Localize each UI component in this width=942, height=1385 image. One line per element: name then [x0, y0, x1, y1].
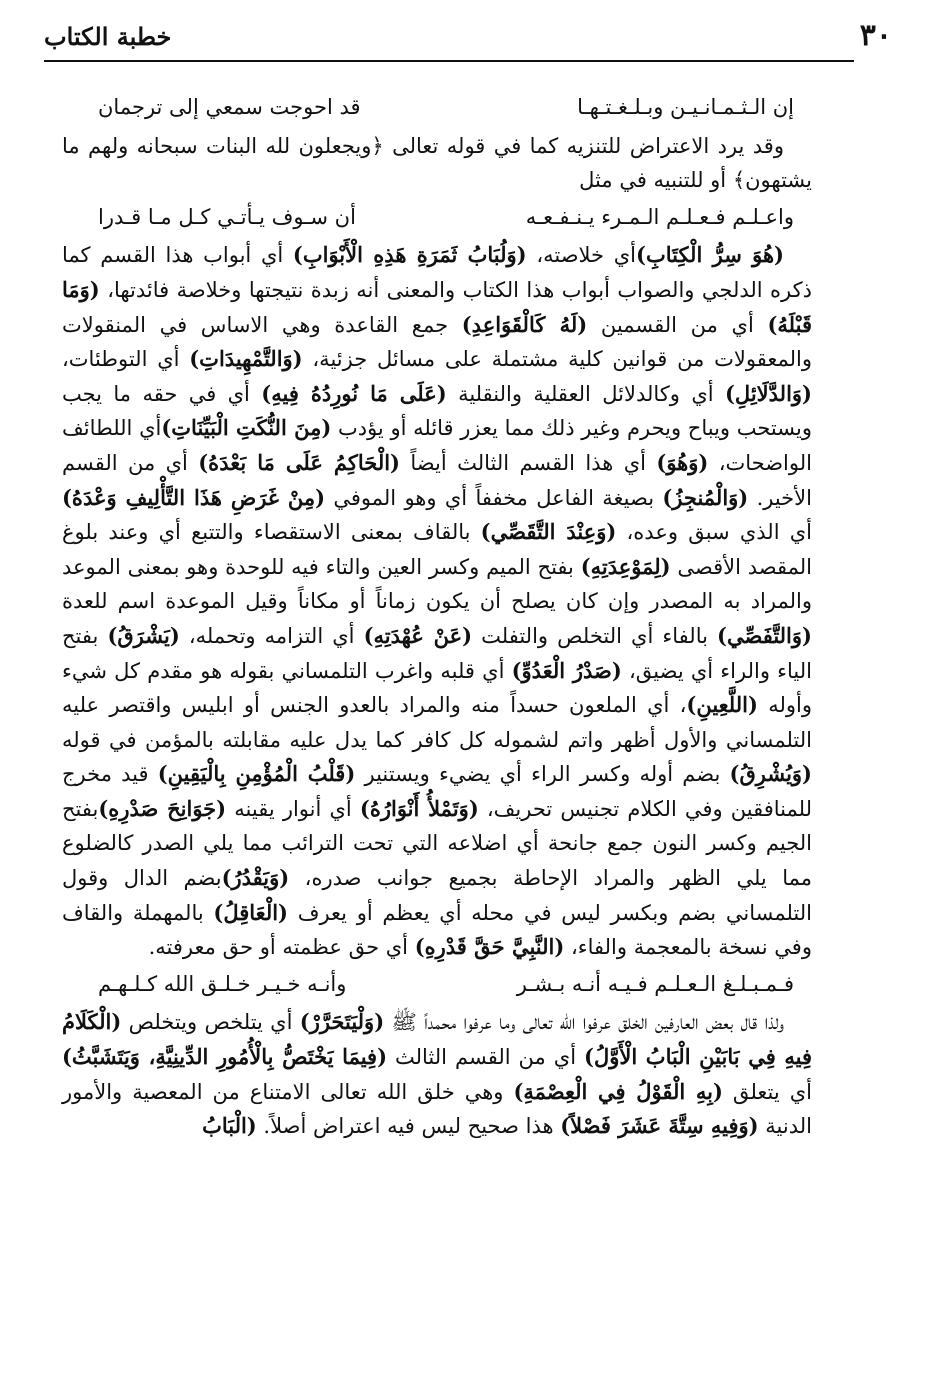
commentary-text: ولذا قال بعض العارفين الخلق عرفوا الله تعالى وما عرفوا محمداً ﷺ — [384, 1010, 784, 1035]
commentary-text: بالقاف بمعنى الاستقصاء والتتبع أي وعند بلوغ المقصد الأقصى — [62, 520, 812, 579]
commentary-text: أي أنوار يقينه — [226, 796, 360, 821]
quoted-matn-phrase: (هُوَ سِرُّ الْكِتَابِ) — [636, 242, 784, 268]
quoted-matn-phrase: (بِهِ الْقَوْلُ فِي الْعِصْمَةِ) — [513, 1078, 723, 1104]
verse-3-hemistich-right: فـمـبـلـغ الـعـلـم فـيـه أنـه بـشـر — [516, 971, 794, 996]
paragraph-2 — [62, 238, 812, 964]
quoted-matn-phrase: (وَلْيَتَحَرَّرْ) — [299, 1009, 385, 1035]
commentary-text: أي من القسم الأخير. — [62, 450, 812, 510]
commentary-text: أي حق عظمته أو حق معرفته. — [148, 935, 415, 960]
commentary-text: أي خلاصته، — [526, 243, 637, 268]
commentary-text: أي قلبه واغرب التلمساني بقوله هو مقدم كل شيء وأوله — [62, 658, 812, 718]
commentary-text: أي التزامه وتحمله، — [179, 623, 364, 648]
quoted-matn-phrase: (وَعِنْدَ التَّقَصِّي) — [480, 519, 617, 545]
commentary-text: أي وكالدلائل العقلية والنقلية — [446, 381, 725, 406]
commentary-text: أي يتلخص ويتخلص — [121, 1010, 300, 1035]
quoted-matn-phrase: (مِنَ النُّكَتِ الْبَيِّنَاتِ) — [161, 415, 332, 441]
quoted-matn-phrase: (اللَّعِينِ) — [686, 692, 758, 718]
quoted-matn-phrase: (صَدْرُ الْعَدُوِّ) — [511, 657, 622, 683]
quoted-matn-phrase: (قَلْبُ الْمُؤْمِنِ بِالْيَقِينِ) — [157, 761, 356, 787]
verse-line-2 — [98, 200, 794, 235]
quoted-matn-phrase: (وَتَمْلأُ أَنْوَارُهُ) — [359, 795, 479, 821]
verse-2-hemistich-right: واعـلـم فـعـلـم الـمـرء يـنـفـعـه — [525, 204, 794, 229]
paragraph-1: وقد يرد الاعتراض للتنزيه كما في قوله تعالى ﴿ويجعلون لله البنات سبحانه ولهم ما يشتهون﴾ أو للتنبيه في مثل — [62, 133, 812, 193]
quoted-matn-phrase: (جَوَانِحَ صَدْرِهِ) — [98, 795, 227, 821]
commentary-text: أي يتعلق — [722, 1079, 813, 1104]
commentary-text: أي اللطائف الواضحات، — [62, 416, 812, 475]
commentary-text: وهي خلق الله تعالى الامتناع من المعصية والأمور الدنية — [62, 1079, 812, 1139]
quoted-matn-phrase: (عَنْ عُهْدَتِهِ) — [363, 622, 473, 648]
commentary-text: أي هذا القسم الثالث أيضاً — [400, 450, 657, 475]
quoted-matn-phrase: (لِمَوْعِدَتِهِ) — [580, 553, 671, 579]
quoted-matn-phrase: (وَمَا قَبْلَهُ) — [62, 276, 813, 337]
quoted-matn-phrase: (الْحَاكِمُ عَلَى مَا بَعْدَهُ) — [198, 449, 400, 475]
quoted-matn-phrase: (يَشْرَقُ) — [107, 622, 180, 648]
running-title: خطبة الكتاب — [44, 22, 172, 51]
quoted-matn-phrase: (وَفِيهِ سِتَّةَ عَشَرَ فَصْلاً) — [560, 1113, 759, 1139]
quoted-matn-phrase: (الْبَابُ — [202, 1113, 257, 1139]
verse-1-hemistich-right: إن الـثـمـانـيـن وبـلـغـتـهـا — [577, 95, 794, 119]
quoted-matn-phrase: (وَيَقْدُرُ) — [221, 865, 290, 891]
quoted-matn-phrase: (وَالتَّفَصِّي) — [717, 622, 812, 648]
commentary-text: قيد مخرج للمنافقين وفي الكلام تجنيس تحريف، — [62, 762, 812, 821]
quoted-matn-phrase: (الْعَاقِلُ) — [213, 899, 288, 925]
paragraph-3 — [62, 1005, 812, 1143]
quoted-matn-phrase: (وَالدَّلَائِلِ) — [725, 380, 812, 406]
commentary-text: أي أبواب هذا القسم كما ذكره الدلجي والصواب أبواب هذا الكتاب والمعنى أنه زبدة نتيجتها وخلاصة فائدتها، — [62, 243, 812, 302]
quoted-matn-phrase: (الْكَلَامُ فِيهِ فِي بَابَيْنِ الْبَابُ الْأَوَّلُ) — [62, 1009, 812, 1070]
quoted-matn-phrase: (فِيمَا يَخْتَصُّ بِالْأُمُورِ الدِّينِيَّةِ، وَيَتَشَبَّثُ) — [62, 1044, 388, 1070]
verse-3-hemistich-left: وأنـه خـيـر خـلـق الله كـلـهـم — [98, 971, 347, 996]
commentary-text: بضم أوله وكسر الراء أي يضيء ويستنير — [355, 762, 730, 787]
commentary-text: بفتح الياء والراء أي يضيق، — [62, 623, 812, 683]
verse-1-hemistich-left: قد احوجت سمعي إلى ترجمان — [98, 95, 361, 119]
verse-line-3 — [98, 967, 794, 1002]
page-number: ٣٠ — [859, 18, 892, 53]
commentary-text: أي التوطئات، — [62, 347, 190, 372]
commentary-text: هذا صحيح ليس فيه اعتراض أصلاً. — [256, 1114, 561, 1139]
commentary-text: أي في حقه ما يجب ويستحب ويباح ويحرم وغير ذلك مما يعزر قائله أو يؤدب — [62, 381, 812, 441]
commentary-text: بالفاء أي التخلص والتفلت — [472, 623, 718, 648]
quoted-matn-phrase: (عَلَى مَا نُورِدُهُ فِيهِ) — [261, 380, 447, 406]
quoted-matn-phrase: (لَهُ كَالْقَوَاعِدِ) — [461, 311, 588, 337]
commentary-text: أي من القسمين — [587, 312, 768, 337]
commentary-text: بصيغة الفاعل مخففاً أي وهو الموفي — [325, 485, 663, 510]
quoted-matn-phrase: (مِنْ غَرَضِ هَذَا التَّأْلِيفِ وَعْدَهُ) — [62, 484, 326, 510]
commentary-text: أي من القسم الثالث — [387, 1045, 585, 1070]
verse-2-hemistich-left: أن سـوف يـأتـي كـل مـا قـدرا — [98, 204, 356, 229]
commentary-text: بالمهملة والقاف وفي نسخة بالمعجمة والفاء، — [62, 900, 812, 960]
verse-line-1 — [98, 90, 794, 125]
quoted-matn-phrase: (وَيُشْرِقُ) — [729, 761, 812, 787]
quoted-matn-phrase: (وَالتَّمْهِيدَاتِ) — [189, 346, 303, 372]
commentary-text: بفتح الميم وكسر العين والتاء فيه للوحدة وهو بمعنى الموعد والمراد به المصدر وإن كان يصلح أن يكون زماناً أو مكاناً وقيل الموعدة اسم للعدة — [62, 554, 812, 614]
commentary-text: أي الذي سبق وعده، — [616, 520, 813, 545]
quoted-matn-phrase: (وَلُبَابُ ثَمَرَةِ هَذِهِ الْأَبْوَابِ) — [292, 242, 527, 268]
running-header — [44, 18, 892, 62]
commentary-text: بضم الدال وقول التلمساني بضم وبكسر ليس في محله أي يعظم أو يعرف — [62, 866, 812, 925]
commentary-text: ، أي الملعون حسداً منه والمراد بالعدو الجنس أو ابليس واقتصر عليه التلمساني والأول أظهر واتم لشموله كل كافر كما يدل عليه مقابلته بالمؤمن في قوله — [62, 693, 812, 752]
main-text — [62, 88, 812, 1144]
quoted-matn-phrase: (النَّبِيَّ حَقَّ قَدْرِهِ) — [414, 934, 565, 960]
quoted-matn-phrase: (وَهُوَ) — [656, 449, 709, 475]
commentary-text: بفتح الجيم وكسر النون جمع جانحة أي اضلاعه التي تحت الترائب مما يلي الصدر كالضلوع مما يلي الظهر والمراد الإحاطة بجميع جوانب صدره، — [62, 796, 812, 891]
quoted-matn-phrase: (وَالْمُنجِزُ) — [662, 484, 749, 510]
commentary-text: جمع القاعدة وهي الاساس في المنقولات والمعقولات من قوانين كلية مشتملة على مسائل جزئية، — [62, 312, 812, 372]
